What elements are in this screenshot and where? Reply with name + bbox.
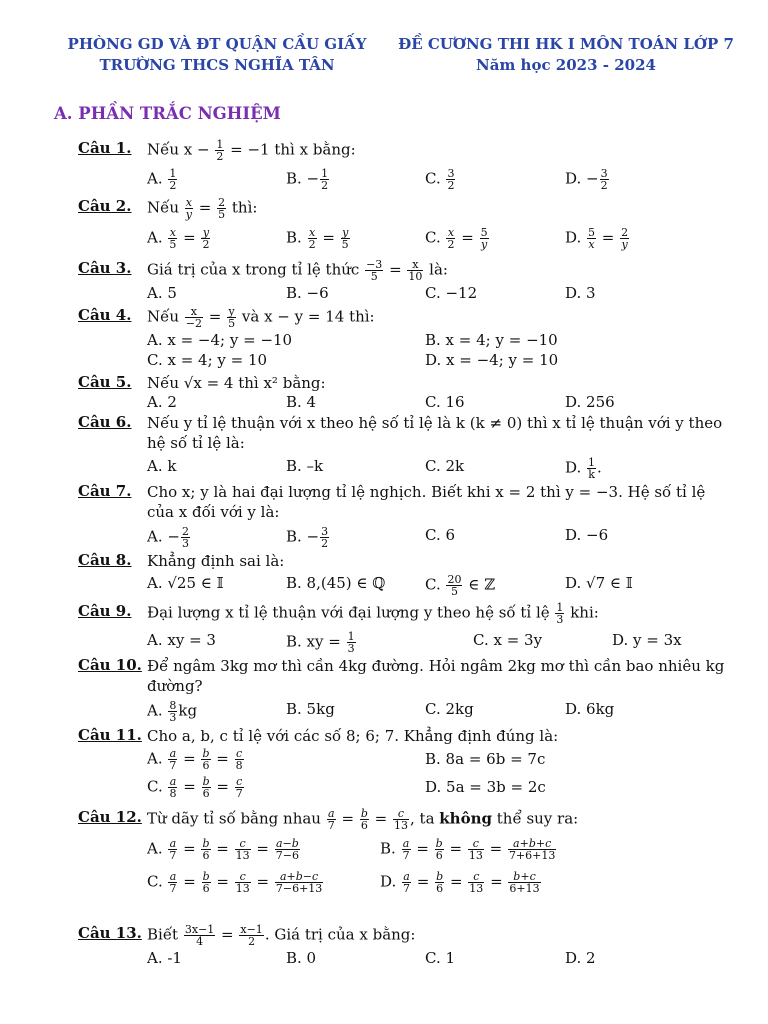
option-d: D. 6kg: [565, 700, 615, 718]
option-a: A. √25 ∈ 𝕀: [147, 574, 224, 592]
option-c: C. 1: [425, 949, 456, 967]
option-b: B. 8,(45) ∈ ℚ: [286, 574, 386, 592]
school-name: TRƯỜNG THCS NGHĨA TÂN: [99, 56, 335, 74]
question-stem: Biết $\frac{3x-1}{4}$ = $\frac{x-1}{2}$ . Giá trị của x bằng:: [147, 923, 416, 948]
question-stem: Đại lượng x tỉ lệ thuận với đại lượng y theo hệ số tỉ lệ $\frac{1}{3}$ khi:: [147, 601, 599, 626]
option-b: B. –k: [286, 457, 324, 475]
school-year: Năm học 2023 - 2024: [476, 56, 656, 74]
option-d: D. −6: [565, 526, 609, 544]
question-stem: Để ngâm 3kg mơ thì cần 4kg đường. Hỏi ngâm 2kg mơ thì cần bao nhiêu kg đường?: [147, 657, 725, 695]
option-c: C. 2kg: [425, 700, 474, 718]
option-a: A. $\frac{1}{2}$: [147, 167, 177, 192]
option-d: D. x = −4; y = 10: [425, 351, 559, 369]
option-c: C. $\frac{a}{8}$ = $\frac{b}{6}$ = $\frac{c}{7}$: [147, 775, 243, 800]
question-label: Câu 4.: [78, 306, 132, 324]
school-header: [52, 34, 382, 76]
question-stem: Nếu $\frac{x}{y}$ = $\frac{2}{5}$ thì:: [147, 196, 258, 221]
option-a: A. -1: [147, 949, 182, 967]
question-stem: Nếu $\frac{x}{-2}$ = $\frac{y}{5}$ và x − y = 14 thì:: [147, 305, 375, 330]
option-c: C. $\frac{3}{2}$: [425, 167, 455, 192]
option-a: A. 2: [147, 393, 177, 411]
question-stem: Cho x; y là hai đại lượng tỉ lệ nghịch. Biết khi x = 2 thì y = −3. Hệ số tỉ lệ của x đối với y là:: [147, 483, 706, 521]
option-d: D. $\frac{1}{k}$ .: [565, 456, 602, 481]
option-a: A. xy = 3: [147, 631, 216, 649]
option-b: B. $\frac{a}{7}$ = $\frac{b}{6}$ = $\frac{c}{13}$ = $\frac{a+b+c}{7+6+13}$: [380, 837, 556, 862]
question-label: Câu 5.: [78, 373, 132, 391]
option-a: A. $\frac{8}{3}$ kg: [147, 699, 198, 724]
question-label: Câu 11.: [78, 726, 142, 744]
question-stem: Giá trị của x trong tỉ lệ thức $\frac{-3}{5}$ = $\frac{x}{10}$ là:: [147, 258, 448, 283]
option-b: B. x = 4; y = −10: [425, 331, 558, 349]
option-b: B. − $\frac{1}{2}$: [286, 167, 329, 192]
option-b: B. −6: [286, 284, 329, 302]
option-d: D. √7 ∈ 𝕀: [565, 574, 633, 592]
question-label: Câu 1.: [78, 139, 132, 157]
option-d: D. 2: [565, 949, 596, 967]
question-label: Câu 2.: [78, 197, 132, 215]
option-a: A. − $\frac{2}{3}$: [147, 525, 189, 550]
department-name: PHÒNG GD VÀ ĐT QUẬN CẦU GIẤY: [67, 35, 367, 53]
question-label: Câu 6.: [78, 413, 132, 431]
option-b: B. 0: [286, 949, 317, 967]
section-title: A. PHẦN TRẮC NGHIỆM: [54, 104, 281, 123]
option-a: A. $\frac{a}{7}$ = $\frac{b}{6}$ = $\frac{c}{13}$ = $\frac{a-b}{7-6}$: [147, 837, 299, 862]
option-d: D. $\frac{a}{7}$ = $\frac{b}{6}$ = $\frac{c}{13}$ = $\frac{b+c}{6+13}$: [380, 870, 540, 895]
option-c: C. 16: [425, 393, 465, 411]
option-d: D. $\frac{5}{x}$ = $\frac{2}{y}$: [565, 226, 629, 251]
option-b: B. 8a = 6b = 7c: [425, 750, 546, 768]
question-label: Câu 13.: [78, 924, 142, 942]
question-stem: Nếu √x = 4 thì x² bằng:: [147, 374, 326, 392]
question-label: Câu 10.: [78, 656, 142, 674]
option-a: A. $\frac{x}{5}$ = $\frac{y}{2}$: [147, 226, 210, 251]
question-label: Câu 3.: [78, 259, 132, 277]
option-a: A. $\frac{a}{7}$ = $\frac{b}{6}$ = $\frac{c}{8}$: [147, 747, 243, 772]
option-a: A. x = −4; y = −10: [147, 331, 293, 349]
option-d: D. − $\frac{3}{2}$: [565, 167, 608, 192]
option-c: C. 6: [425, 526, 456, 544]
option-b: B. xy = $\frac{1}{3}$: [286, 630, 355, 655]
option-c: C. $\frac{x}{2}$ = $\frac{5}{y}$: [425, 226, 488, 251]
option-b: B. 4: [286, 393, 317, 411]
option-a: A. k: [147, 457, 177, 475]
option-d: D. 5a = 3b = 2c: [425, 778, 546, 796]
question-label: Câu 9.: [78, 602, 132, 620]
question-label: Câu 12.: [78, 808, 142, 826]
option-c: C. x = 3y: [473, 631, 543, 649]
question-stem: Nếu y tỉ lệ thuận với x theo hệ số tỉ lệ là k (k ≠ 0) thì x tỉ lệ thuận với y theo hệ số tỉ lệ là:: [147, 414, 723, 452]
option-d: D. y = 3x: [612, 631, 682, 649]
question-label: Câu 7.: [78, 482, 132, 500]
exam-header: [396, 34, 736, 76]
question-stem: Nếu x − $\frac{1}{2}$ = −1 thì x bằng:: [147, 138, 356, 163]
option-b: B. 5kg: [286, 700, 335, 718]
option-b: B. − $\frac{3}{2}$: [286, 525, 329, 550]
question-stem: Cho a, b, c tỉ lệ với các số 8; 6; 7. Khẳng định đúng là:: [147, 727, 559, 745]
question-stem: Từ dãy tỉ số bằng nhau $\frac{a}{7}$ = $\frac{b}{6}$ = $\frac{c}{13}$ , ta không thể suy ra:: [147, 807, 579, 832]
option-c: C. −12: [425, 284, 478, 302]
option-b: B. $\frac{x}{2}$ = $\frac{y}{5}$: [286, 226, 349, 251]
option-c: C. $\frac{a}{7}$ = $\frac{b}{6}$ = $\frac{c}{13}$ = $\frac{a+b-c}{7-6+13}$: [147, 870, 323, 895]
option-a: A. 5: [147, 284, 177, 302]
option-c: C. 2k: [425, 457, 465, 475]
question-label: Câu 8.: [78, 551, 132, 569]
option-c: C. $\frac{20}{5}$ ∈ ℤ: [425, 573, 496, 598]
option-d: D. 3: [565, 284, 596, 302]
question-stem: Khẳng định sai là:: [147, 552, 285, 570]
option-c: C. x = 4; y = 10: [147, 351, 268, 369]
option-d: D. 256: [565, 393, 615, 411]
exam-title: ĐỀ CƯƠNG THI HK I MÔN TOÁN LỚP 7: [398, 35, 734, 53]
